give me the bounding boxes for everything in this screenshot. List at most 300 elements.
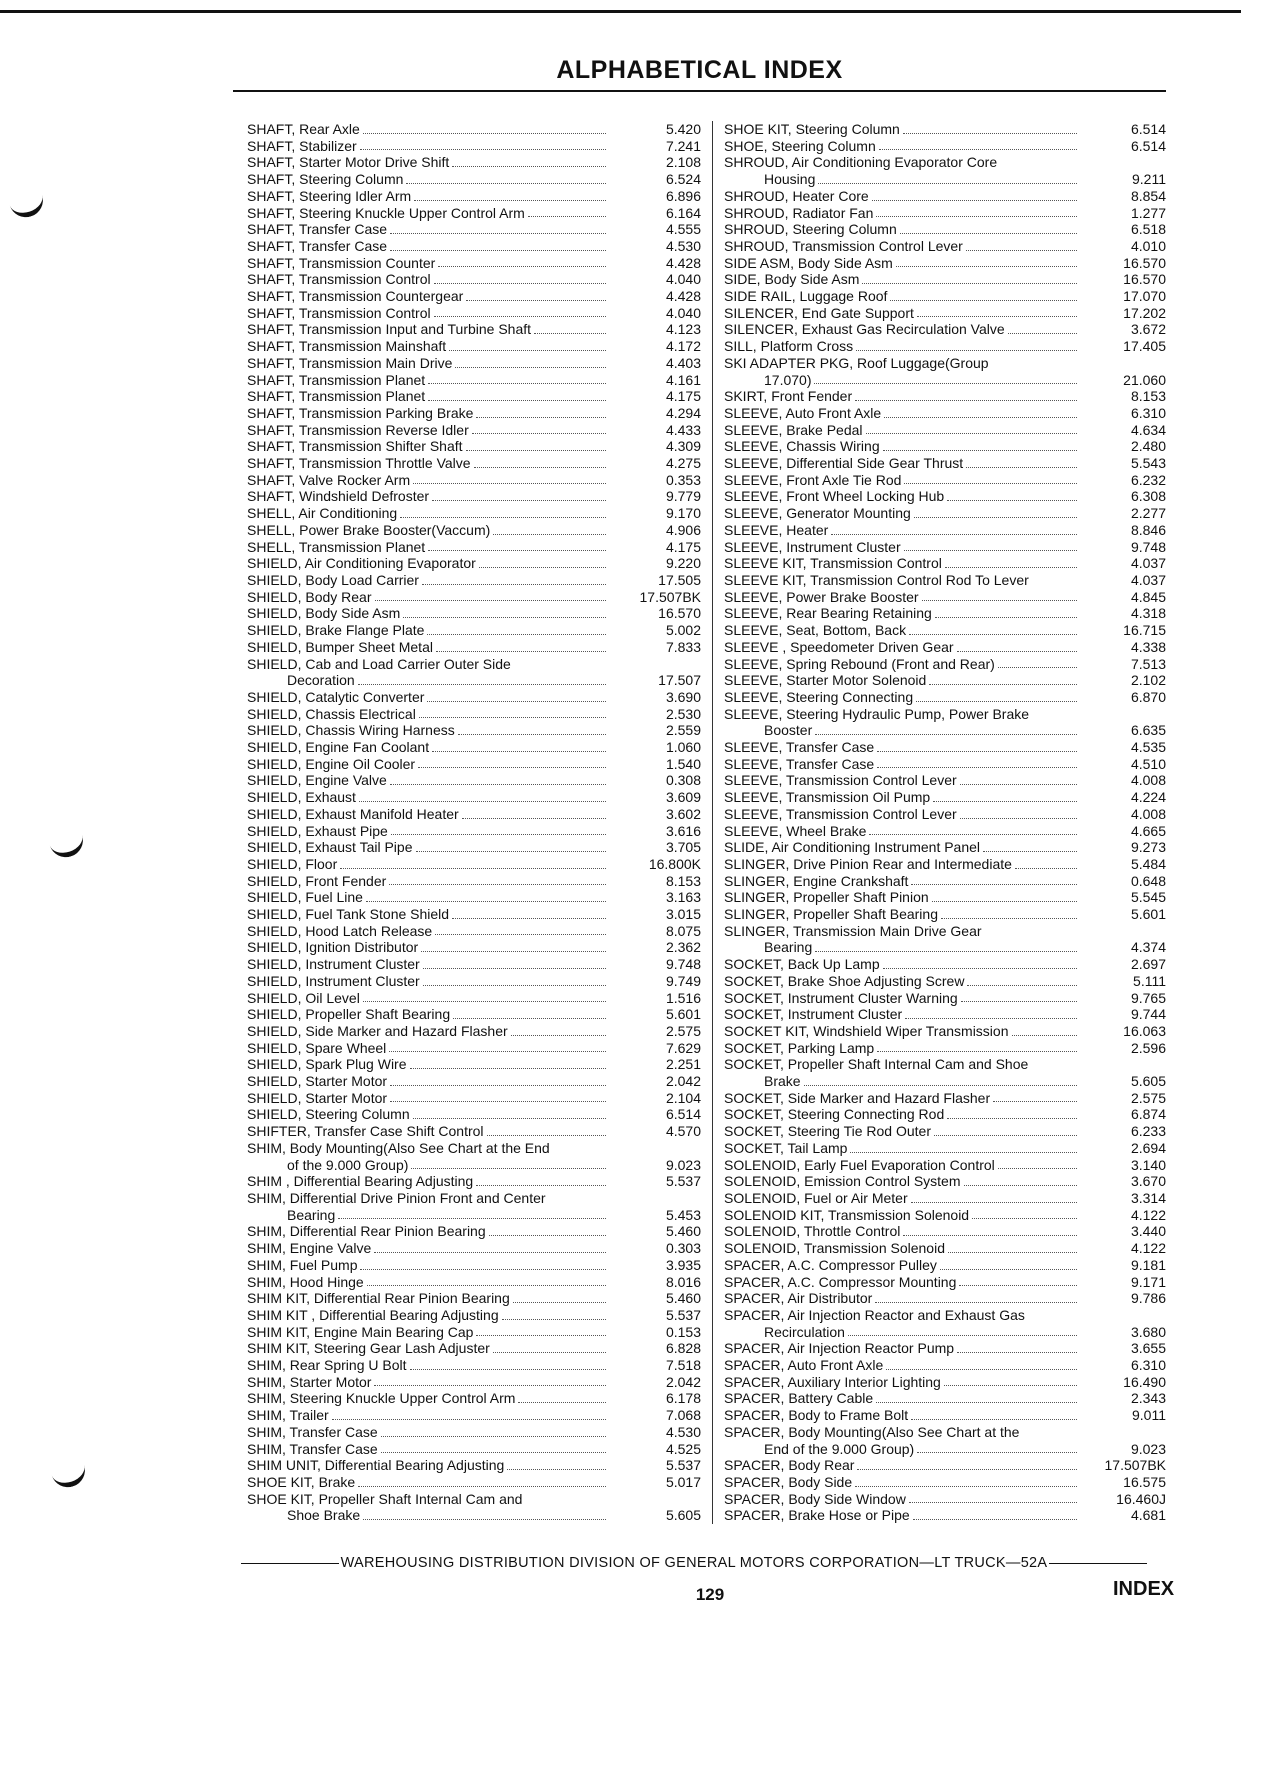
dot-leader [933, 801, 1077, 802]
dot-leader [476, 1335, 606, 1336]
dot-leader [432, 500, 606, 501]
entry-text: SLINGER, Drive Pinion Rear and Intermediate [724, 855, 1012, 872]
entry-text: SHIM, Differential Rear Pinion Bearing [247, 1223, 486, 1240]
dot-leader [363, 133, 606, 134]
entry-text: SOCKET, Parking Lamp [724, 1039, 875, 1056]
dot-leader [866, 433, 1077, 434]
dot-leader [935, 617, 1077, 618]
entry-reference-code: 2.530 [665, 705, 701, 722]
dot-leader [474, 467, 606, 468]
dot-leader [804, 1085, 1077, 1086]
entry-text: SOCKET, Instrument Cluster Warning [724, 989, 958, 1006]
entry-reference-code: 5.002 [665, 622, 701, 639]
entry-text: SHAFT, Transmission Input and Turbine Shaft [247, 321, 532, 338]
entry-text: SLINGER, Propeller Shaft Bearing [724, 906, 938, 923]
entry-text: SHIM , Differential Bearing Adjusting [247, 1173, 474, 1190]
dot-leader [432, 751, 606, 752]
index-entry [247, 722, 701, 739]
index-entry [724, 1357, 1166, 1374]
index-entry [724, 789, 1166, 806]
index-entry [724, 121, 1166, 138]
dot-leader [422, 584, 606, 585]
entry-reference-code: 4.175 [665, 538, 701, 555]
dot-leader [945, 567, 1077, 568]
index-entry [724, 889, 1166, 906]
entry-text: SHIELD, Exhaust Manifold Heater [247, 805, 459, 822]
entry-reference-code: 4.403 [665, 354, 701, 371]
entry-text: SHAFT, Transfer Case [247, 221, 388, 238]
entry-text: SHAFT, Transmission Planet [247, 371, 426, 388]
entry-reference-code: 16.575 [1123, 1473, 1166, 1490]
index-entry [247, 1240, 701, 1257]
dot-leader [929, 684, 1077, 685]
index-entry [247, 422, 701, 439]
index-entry [247, 472, 701, 489]
entry-text: SHIELD, Engine Oil Cooler [247, 755, 416, 772]
title-underline [233, 90, 1166, 92]
dot-leader [960, 784, 1077, 785]
index-entry [724, 973, 1166, 990]
index-entry [724, 873, 1166, 890]
index-entry [247, 138, 701, 155]
entry-reference-code: 9.779 [665, 488, 701, 505]
entry-text: SLINGER, Engine Crankshaft [724, 872, 909, 889]
entry-reference-code: 5.460 [665, 1290, 701, 1307]
index-entry [724, 539, 1166, 556]
index-entry [247, 154, 701, 171]
index-entry [247, 1324, 701, 1341]
dot-leader [869, 834, 1077, 835]
entry-reference-code: 3.314 [1130, 1190, 1166, 1206]
dot-leader [423, 985, 606, 986]
entry-reference-code: 8.846 [1130, 521, 1166, 538]
footer-publisher-line [241, 1555, 1147, 1571]
entry-text: SHIELD, Propeller Shaft Bearing [247, 1006, 451, 1023]
entry-text: SPACER, Brake Hose or Pipe [724, 1507, 910, 1524]
entry-reference-code: 4.040 [665, 271, 701, 288]
dot-leader [913, 1519, 1077, 1520]
entry-text: SHAFT, Steering Idler Arm [247, 187, 412, 204]
dot-leader [381, 1436, 606, 1437]
entry-reference-code: 16.460J [1116, 1490, 1166, 1507]
index-column-right [724, 121, 1166, 1524]
entry-text: SLINGER, Transmission Main Drive Gear [724, 922, 982, 939]
index-entry [724, 1407, 1166, 1424]
index-entry [724, 1374, 1166, 1391]
index-entry [724, 1056, 1166, 1089]
entry-text: SLEEVE, Differential Side Gear Thrust [724, 455, 964, 472]
entry-text: SHIELD, Exhaust [247, 789, 356, 806]
dot-leader [389, 1051, 606, 1052]
dot-leader [367, 1285, 606, 1286]
index-entry [724, 1106, 1166, 1123]
entry-reference-code: 2.104 [665, 1089, 701, 1106]
entry-reference-code: 9.171 [1130, 1273, 1166, 1290]
dot-leader [904, 483, 1077, 484]
dot-leader [856, 350, 1077, 351]
entry-reference-code: 2.277 [1130, 505, 1166, 522]
index-entry [724, 1207, 1166, 1224]
index-entry [247, 405, 701, 422]
index-entry [247, 1173, 701, 1190]
dot-leader [411, 1168, 606, 1169]
entry-reference-code: 17.202 [1123, 304, 1166, 321]
entry-reference-code: 7.513 [1130, 655, 1166, 672]
dot-leader [452, 166, 606, 167]
entry-text: SHAFT, Steering Knuckle Upper Control Arm [247, 204, 525, 221]
dot-leader [528, 216, 606, 217]
entry-text: SOCKET, Back Up Lamp [724, 956, 880, 973]
entry-reference-code: 4.530 [665, 237, 701, 254]
index-entry [247, 1491, 701, 1524]
entry-reference-code: 6.233 [1130, 1123, 1166, 1140]
entry-reference-code: 7.068 [665, 1407, 701, 1424]
index-entry [724, 622, 1166, 639]
index-entry [724, 455, 1166, 472]
dot-leader [879, 149, 1077, 150]
entry-text: SHIELD, Cab and Load Carrier Outer Side [247, 655, 511, 672]
entry-reference-code: 2.559 [665, 722, 701, 739]
entry-reference-code: 6.524 [665, 171, 701, 188]
dot-leader [831, 534, 1077, 535]
entry-text: SHAFT, Transmission Control [247, 271, 431, 288]
index-entry [724, 772, 1166, 789]
index-entry [247, 555, 701, 572]
entry-reference-code: 7.833 [665, 638, 701, 655]
dot-leader [1012, 1035, 1078, 1036]
dot-leader [390, 1085, 606, 1086]
index-entry [724, 338, 1166, 355]
dot-leader [966, 467, 1077, 468]
index-entry [247, 622, 701, 639]
dot-leader [876, 216, 1077, 217]
entry-text: SOCKET, Propeller Shaft Internal Cam and Shoe [724, 1056, 1029, 1073]
dot-leader [922, 600, 1077, 601]
index-entry [724, 271, 1166, 288]
entry-text: SHIELD, Body Load Carrier [247, 571, 419, 588]
entry-text: SLEEVE KIT, Transmission Control [724, 555, 942, 572]
entry-reference-code: 4.433 [665, 421, 701, 438]
index-entry [247, 1223, 701, 1240]
index-entry [724, 438, 1166, 455]
index-entry [724, 756, 1166, 773]
entry-text: SHROUD, Radiator Fan [724, 204, 874, 221]
index-entry [247, 939, 701, 956]
dot-leader [375, 600, 607, 601]
entry-reference-code: 4.428 [665, 254, 701, 271]
index-entry [724, 1040, 1166, 1057]
dot-leader [493, 534, 606, 535]
index-entry [724, 405, 1166, 422]
entry-text: SHOE KIT, Brake [247, 1473, 356, 1490]
dot-leader [414, 200, 606, 201]
entry-reference-code: 3.163 [665, 889, 701, 906]
index-entry [724, 255, 1166, 272]
entry-text: SLEEVE, Starter Motor Solenoid [724, 672, 927, 689]
entry-text: SHIELD, Chassis Wiring Harness [247, 722, 455, 739]
entry-text: SLEEVE, Steering Connecting [724, 688, 914, 705]
entry-text: SHAFT, Transmission Reverse Idler [247, 421, 469, 438]
index-entry [247, 639, 701, 656]
index-entry [724, 1507, 1166, 1524]
dot-leader [917, 316, 1077, 317]
entry-text: SHIELD, Body Side Asm [247, 605, 401, 622]
dot-leader [983, 851, 1077, 852]
dot-leader [338, 1218, 606, 1219]
dot-leader [423, 968, 606, 969]
index-entry [247, 956, 701, 973]
entry-reference-code: 5.017 [665, 1473, 701, 1490]
dot-leader [855, 1486, 1077, 1487]
entry-reference-code: 3.670 [1130, 1173, 1166, 1190]
entry-reference-code: 5.460 [665, 1223, 701, 1240]
index-entry [247, 255, 701, 272]
dot-leader [961, 1001, 1077, 1002]
entry-reference-code: 9.786 [1130, 1290, 1166, 1307]
index-entry [247, 1106, 701, 1123]
entry-reference-code: 1.277 [1130, 204, 1166, 221]
entry-text: SLEEVE, Rear Bearing Retaining [724, 605, 932, 622]
entry-text: SKIRT, Front Fender [724, 388, 853, 405]
entry-reference-code: 6.164 [665, 204, 701, 221]
dot-leader [511, 1035, 606, 1036]
entry-reference-code: 6.874 [1130, 1106, 1166, 1123]
entry-text: SHAFT, Rear Axle [247, 121, 360, 137]
index-entry [724, 1257, 1166, 1274]
entry-text: SHAFT, Steering Column [247, 171, 404, 188]
entry-reference-code: 4.681 [1130, 1507, 1166, 1524]
entry-reference-code: 4.906 [665, 521, 701, 538]
entry-reference-code: 4.123 [665, 321, 701, 338]
dot-leader [434, 316, 606, 317]
index-entry [247, 121, 701, 138]
entry-text: SLEEVE, Transmission Control Lever [724, 805, 957, 822]
dot-leader [453, 1018, 606, 1019]
dot-leader [449, 350, 606, 351]
dot-leader [877, 751, 1077, 752]
entry-text-continued: Shoe Brake [287, 1507, 361, 1524]
footer-publisher-text: WAREHOUSING DISTRIBUTION DIVISION OF GENERAL MOTORS CORPORATION—LT TRUCK—52A [340, 1555, 1048, 1571]
dot-leader [941, 918, 1077, 919]
entry-reference-code: 4.530 [665, 1423, 701, 1440]
index-entry [247, 338, 701, 355]
entry-reference-code: 3.015 [665, 906, 701, 923]
index-entry [724, 605, 1166, 622]
dot-leader [815, 951, 1077, 952]
entry-text: SHELL, Air Conditioning [247, 505, 398, 522]
dot-leader [966, 250, 1077, 251]
entry-reference-code: 5.420 [665, 121, 701, 137]
entry-text: SHIELD, Bumper Sheet Metal [247, 638, 433, 655]
index-entry [247, 689, 701, 706]
entry-reference-code: 4.374 [1130, 939, 1166, 956]
entry-text: SLIDE, Air Conditioning Instrument Panel [724, 839, 981, 856]
entry-text: SPACER, Air Injection Reactor Pump [724, 1340, 955, 1357]
dot-leader [427, 701, 606, 702]
entry-reference-code: 9.749 [665, 972, 701, 989]
dot-leader [413, 483, 606, 484]
dot-leader [886, 1369, 1077, 1370]
entry-text: SHIM, Engine Valve [247, 1240, 372, 1257]
dot-leader [479, 567, 606, 568]
dot-leader [957, 651, 1077, 652]
entry-text: SOCKET KIT, Windshield Wiper Transmission [724, 1022, 1009, 1039]
dot-leader [489, 1235, 606, 1236]
entry-reference-code: 4.122 [1130, 1240, 1166, 1257]
index-entry [724, 188, 1166, 205]
entry-reference-code: 3.440 [1130, 1223, 1166, 1240]
entry-reference-code: 1.516 [665, 989, 701, 1006]
entry-reference-code: 2.042 [665, 1073, 701, 1090]
index-entry [247, 1090, 701, 1107]
entry-reference-code: 4.428 [665, 288, 701, 305]
dot-leader [883, 968, 1077, 969]
entry-reference-code: 0.153 [665, 1323, 701, 1340]
entry-reference-code: 16.570 [1123, 254, 1166, 271]
entry-text: SHIM, Trailer [247, 1407, 329, 1424]
index-entry [724, 422, 1166, 439]
index-entry [724, 205, 1166, 222]
entry-text-continued: Booster [764, 722, 813, 739]
index-entry [247, 1140, 701, 1173]
index-entry [247, 1290, 701, 1307]
entry-reference-code: 2.102 [1130, 672, 1166, 689]
entry-reference-code: 9.273 [1130, 839, 1166, 856]
entry-text: SIDE ASM, Body Side Asm [724, 254, 893, 271]
entry-text: SHIELD, Brake Flange Plate [247, 622, 425, 639]
entry-text: SLEEVE, Heater [724, 521, 829, 538]
entry-reference-code: 17.507BK [639, 588, 701, 605]
index-entry [247, 772, 701, 789]
index-entry [247, 522, 701, 539]
entry-reference-code: 3.680 [1130, 1323, 1166, 1340]
entry-reference-code: 6.514 [665, 1106, 701, 1123]
index-entry [247, 923, 701, 940]
dot-leader [1008, 333, 1077, 334]
index-entry [247, 171, 701, 188]
entry-reference-code: 5.601 [1130, 906, 1166, 923]
entry-text: SHAFT, Transmission Throttle Valve [247, 455, 471, 472]
index-entry [247, 488, 701, 505]
entry-text: SHIM, Transfer Case [247, 1440, 378, 1457]
entry-reference-code: 3.655 [1130, 1340, 1166, 1357]
index-entry [724, 305, 1166, 322]
entry-text-continued: 17.070) [764, 371, 812, 388]
entry-reference-code: 4.275 [665, 455, 701, 472]
entry-text: SOCKET, Steering Connecting Rod [724, 1106, 945, 1123]
entry-text: SHAFT, Starter Motor Drive Shift [247, 154, 450, 171]
entry-text: SHROUD, Heater Core [724, 187, 869, 204]
dot-leader [972, 1218, 1077, 1219]
entry-text: SHIM KIT, Steering Gear Lash Adjuster [247, 1340, 490, 1357]
index-entry [247, 455, 701, 472]
entry-text: SHAFT, Transfer Case [247, 237, 388, 254]
entry-text: SILL, Platform Cross [724, 338, 854, 355]
dot-leader [400, 517, 606, 518]
dot-leader [890, 300, 1077, 301]
index-entry [247, 1424, 701, 1441]
dot-leader [360, 149, 606, 150]
dot-leader [363, 1519, 606, 1520]
dot-leader [419, 717, 606, 718]
dot-leader [363, 1001, 606, 1002]
index-entry [724, 739, 1166, 756]
index-entry [724, 138, 1166, 155]
entry-text: SLEEVE, Front Wheel Locking Hub [724, 488, 945, 505]
entry-text: SOLENOID, Fuel or Air Meter [724, 1190, 908, 1206]
dot-leader [452, 918, 606, 919]
entry-reference-code: 9.023 [1130, 1440, 1166, 1457]
entry-reference-code: 9.765 [1130, 989, 1166, 1006]
entry-reference-code: 0.648 [1130, 872, 1166, 889]
index-entry [247, 1374, 701, 1391]
dot-leader [358, 1486, 606, 1487]
entry-text: SLEEVE, Transfer Case [724, 755, 875, 772]
entry-text-continued: Recirculation [764, 1323, 845, 1340]
entry-text: SIDE, Body Side Asm [724, 271, 860, 288]
entry-reference-code: 2.575 [665, 1022, 701, 1039]
index-entry [247, 605, 701, 622]
entry-reference-code: 4.309 [665, 438, 701, 455]
entry-reference-code: 7.518 [665, 1357, 701, 1374]
dot-leader [403, 617, 606, 618]
entry-text: SPACER, Body Rear [724, 1457, 855, 1474]
entry-text: SHOE, Steering Column [724, 137, 876, 154]
entry-reference-code: 6.514 [1130, 137, 1166, 154]
entry-reference-code: 4.122 [1130, 1206, 1166, 1223]
index-entry [247, 288, 701, 305]
index-entry [724, 672, 1166, 689]
index-entry [247, 906, 701, 923]
entry-text-continued: Bearing [764, 939, 813, 956]
entry-reference-code: 4.510 [1130, 755, 1166, 772]
index-entry [724, 1340, 1166, 1357]
index-entry [724, 288, 1166, 305]
index-entry [724, 1290, 1166, 1307]
entry-reference-code: 4.175 [665, 388, 701, 405]
index-entry [724, 1023, 1166, 1040]
entry-text: SHIM KIT, Engine Main Bearing Cap [247, 1323, 474, 1340]
entry-reference-code: 2.697 [1130, 956, 1166, 973]
dot-leader [518, 1402, 606, 1403]
entry-text: SHIM, Rear Spring U Bolt [247, 1357, 407, 1374]
entry-text: SOCKET, Side Marker and Hazard Flasher [724, 1089, 991, 1106]
index-entry [724, 1140, 1166, 1157]
index-entry [247, 1257, 701, 1274]
dot-leader [896, 266, 1077, 267]
dot-leader [366, 901, 606, 902]
dot-leader [818, 183, 1077, 184]
index-entry [724, 488, 1166, 505]
index-entry [247, 789, 701, 806]
index-entry [724, 839, 1166, 856]
dot-leader [877, 1051, 1077, 1052]
entry-reference-code: 4.634 [1130, 421, 1166, 438]
index-entry [724, 388, 1166, 405]
entry-text: SHIM KIT, Differential Rear Pinion Bearing [247, 1290, 510, 1307]
entry-reference-code: 9.023 [665, 1156, 701, 1173]
entry-reference-code: 6.514 [1130, 121, 1166, 137]
dot-leader [390, 250, 606, 251]
dot-leader [914, 517, 1077, 518]
dot-leader [1015, 868, 1077, 869]
entry-text: SLEEVE, Instrument Cluster [724, 538, 901, 555]
index-entry [247, 839, 701, 856]
entry-reference-code: 21.060 [1123, 371, 1166, 388]
entry-reference-code: 9.744 [1130, 1006, 1166, 1023]
entry-text: SPACER, Body Side [724, 1473, 853, 1490]
entry-reference-code: 4.535 [1130, 739, 1166, 756]
